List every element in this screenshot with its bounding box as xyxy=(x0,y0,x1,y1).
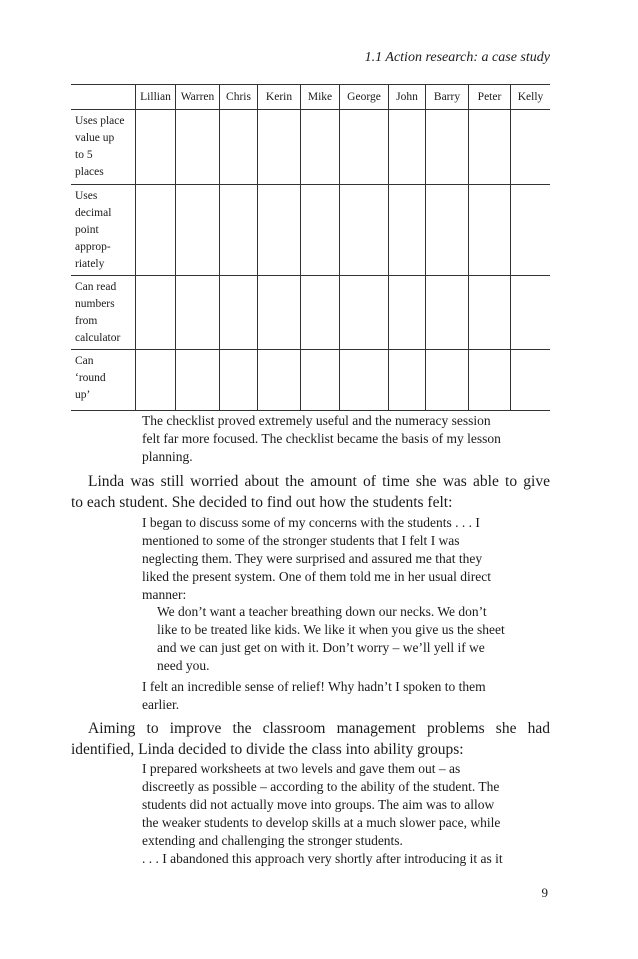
table-cell xyxy=(176,350,220,411)
table-row xyxy=(71,185,550,276)
table-cell xyxy=(340,350,389,411)
table-cell xyxy=(469,350,511,411)
table-cell xyxy=(301,276,340,350)
table-cell xyxy=(176,276,220,350)
table-cell xyxy=(220,276,258,350)
table-cell xyxy=(176,185,220,276)
row-label: Uses decimal point approp- riately xyxy=(71,185,136,276)
row-label: Can ‘round up’ xyxy=(71,350,136,411)
table-cell xyxy=(469,110,511,185)
table-cell xyxy=(389,276,426,350)
table-cell xyxy=(176,110,220,185)
quote-concerns: I began to discuss some of my concerns with the students . . . I mentioned to some of the stronger students that I felt I was neglecting them. They were surprised and assured me that they liked the present system. One of them told me in her usual direct manner: xyxy=(142,515,492,602)
column-header: George xyxy=(340,85,389,110)
quote-student-response: We don’t want a teacher breathing down our necks. We don’t like to be treated like kids. We like it when you give us the sheet and we can just get on with it. Don’t worry – we’ll yell if we need you. xyxy=(157,604,505,673)
table-row xyxy=(71,350,550,411)
column-header: Peter xyxy=(469,85,511,110)
column-header: John xyxy=(389,85,426,110)
quote-checklist: The checklist proved extremely useful and the numeracy session felt far more focused. The checklist became the basis of my lesson planning. xyxy=(142,413,501,464)
table-cell xyxy=(511,276,551,350)
quote-abandoned: . . . I abandoned this approach very shortly after introducing it as it xyxy=(142,851,503,866)
table-cell xyxy=(258,350,301,411)
table-cell xyxy=(469,276,511,350)
column-header: Barry xyxy=(426,85,469,110)
table-cell xyxy=(220,185,258,276)
column-header: Kelly xyxy=(511,85,551,110)
table-cell xyxy=(136,276,176,350)
table-cell xyxy=(136,110,176,185)
table-cell xyxy=(301,110,340,185)
table-cell xyxy=(469,185,511,276)
column-header: Warren xyxy=(176,85,220,110)
table-cell xyxy=(511,350,551,411)
quote-worksheets: I prepared worksheets at two levels and gave them out – as discreetly as possible – according to the ability of the student. The students did not actually move into groups. The aim was to allow the weaker students to develop skills at a much slower pace, while extending and challenging the stronger students. xyxy=(142,761,501,848)
column-header: Chris xyxy=(220,85,258,110)
table-cell xyxy=(511,110,551,185)
column-header: Lillian xyxy=(136,85,176,110)
paragraph-ability-groups: Aiming to improve the classroom management problems she had identified, Linda decided to divide the class into ability groups: xyxy=(71,720,550,758)
table-cell xyxy=(426,110,469,185)
table-cell xyxy=(301,350,340,411)
table-cell xyxy=(426,350,469,411)
table-cell xyxy=(220,350,258,411)
column-header: Kerin xyxy=(258,85,301,110)
table-cell xyxy=(340,110,389,185)
table-cell xyxy=(426,276,469,350)
checklist-table xyxy=(71,84,550,411)
table-cell xyxy=(220,110,258,185)
running-head: 1.1 Action research: a case study xyxy=(364,50,550,65)
paragraph-student-time: Linda was still worried about the amount of time she was able to give to each student. She decided to find out how the students felt: xyxy=(71,473,550,511)
table-row xyxy=(71,110,550,185)
table-cell xyxy=(340,276,389,350)
table-cell xyxy=(426,185,469,276)
table-cell xyxy=(511,185,551,276)
table-cell xyxy=(136,185,176,276)
column-header: Mike xyxy=(301,85,340,110)
table-cell xyxy=(389,350,426,411)
row-label: Can read numbers from calculator xyxy=(71,276,136,350)
table-cell xyxy=(258,110,301,185)
table-header-row xyxy=(71,85,550,110)
table-cell xyxy=(258,185,301,276)
table-cell xyxy=(258,276,301,350)
row-label: Uses place value up to 5 places xyxy=(71,110,136,185)
page-number: 9 xyxy=(541,885,548,900)
table-cell xyxy=(136,350,176,411)
table-cell xyxy=(389,110,426,185)
table-row xyxy=(71,276,550,350)
quote-relief: I felt an incredible sense of relief! Why hadn’t I spoken to them earlier. xyxy=(142,679,486,712)
header-corner-cell xyxy=(71,85,136,110)
table-cell xyxy=(389,185,426,276)
table-cell xyxy=(340,185,389,276)
table-cell xyxy=(301,185,340,276)
